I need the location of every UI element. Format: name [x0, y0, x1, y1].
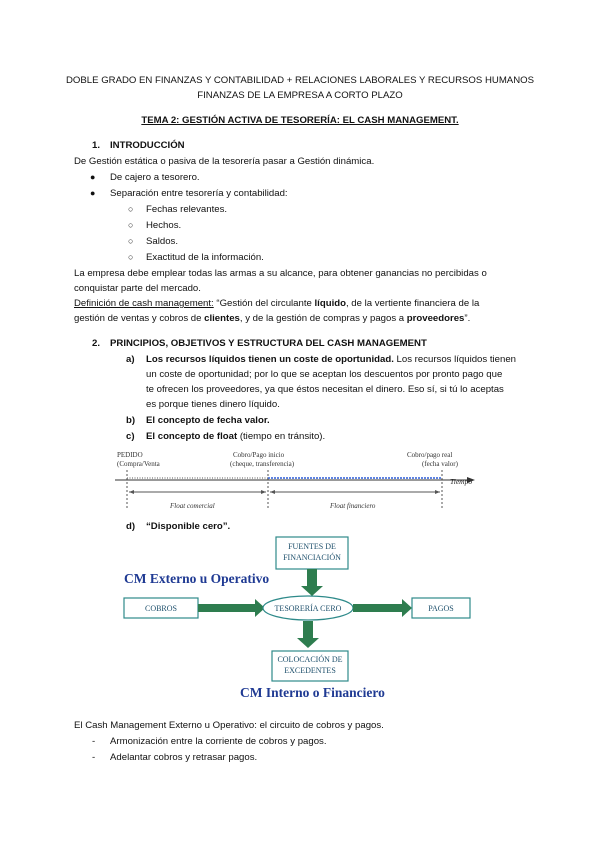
definition-line [74, 298, 479, 309]
item-a-line: un coste de oportunidad; por lo que se aceptan los descuentos por pronto pago que [146, 369, 503, 380]
definition-text: gestión de ventas y cobros de [74, 313, 205, 324]
definition-bold: líquido [314, 298, 346, 309]
doc-topic-title: TEMA 2: GESTIÓN ACTIVA DE TESORERÍA: EL CASH MANAGEMENT. [141, 115, 459, 126]
section1-number: 1. [92, 140, 101, 151]
timeline-tiempo-label: Tiempo [450, 477, 473, 486]
item-c-bold: El concepto de float [146, 431, 238, 442]
bullet-circle-icon: ○ [128, 220, 134, 230]
range-arrow-icon [129, 490, 134, 494]
arrow-shaft [307, 569, 317, 587]
section2-title: PRINCIPIOS, OBJETIVOS Y ESTRUCTURA DEL CASH MANAGEMENT [110, 338, 427, 349]
arrow-shaft [198, 604, 256, 612]
arrow-shaft [353, 604, 403, 612]
cobros-label: COBROS [144, 604, 178, 613]
item-b-label: b) [126, 415, 136, 426]
bullet-dot-icon: ● [90, 188, 96, 198]
dash-item: Armonización entre la corriente de cobros y pagos. [110, 736, 327, 747]
item-b-text: El concepto de fecha valor. [146, 415, 270, 426]
timeline-pedido-label: PEDIDO [117, 451, 143, 459]
doc-header-course: FINANZAS DE LA EMPRESA A CORTO PLAZO [197, 90, 403, 101]
sub-list-item: Hechos. [146, 220, 182, 231]
section2-number: 2. [92, 338, 101, 349]
item-a-label: a) [126, 354, 135, 365]
section1-intro: De Gestión estática o pasiva de la tesorería pasar a Gestión dinámica. [74, 156, 375, 167]
sub-list-item: Fechas relevantes. [146, 204, 228, 215]
dash-icon: - [92, 752, 96, 763]
item-c-line [146, 431, 325, 442]
definition-text: “Gestión del circulante [213, 298, 315, 309]
closing-line: El Cash Management Externo u Operativo: el circuito de cobros y pagos. [74, 720, 384, 731]
timeline-fecha-valor-label: (fecha valor) [422, 460, 458, 468]
arrow-right-icon [402, 599, 412, 617]
cm-externo-title: CM Externo u Operativo [124, 571, 270, 586]
item-a-text: Los recursos líquidos tienen [393, 354, 516, 365]
list-item: Separación entre tesorería y contabilidad: [110, 188, 288, 199]
item-a-line [146, 354, 516, 365]
fuentes-label: FUENTES DE [288, 542, 336, 551]
definition-bold: proveedores [406, 313, 465, 324]
range-arrow-icon [270, 490, 275, 494]
bullet-circle-icon: ○ [128, 252, 134, 262]
cash-management-diagram [120, 535, 490, 705]
dash-icon: - [92, 736, 96, 747]
item-c-label: c) [126, 431, 135, 442]
float-timeline-diagram [115, 448, 480, 516]
range-arrow-icon [435, 490, 440, 494]
colocacion-label: COLOCACIÓN DE [277, 655, 343, 664]
definition-text: ”. [464, 313, 471, 324]
fuentes-label: FINANCIACIÓN [283, 553, 341, 562]
cm-interno-title: CM Interno o Financiero [240, 685, 385, 700]
bullet-dot-icon: ● [90, 172, 96, 182]
section1-title: INTRODUCCIÓN [110, 140, 185, 151]
sub-list-item: Exactitud de la información. [146, 252, 264, 263]
timeline-compraventa-label: (Compra/Venta [117, 460, 160, 468]
dash-item: Adelantar cobros y retrasar pagos. [110, 752, 258, 763]
item-a-line: es porque tienes dinero líquido. [146, 399, 280, 410]
sub-list-item: Saldos. [146, 236, 178, 247]
range-arrow-icon [261, 490, 266, 494]
definition-text: , de la vertiente financiera de la [345, 298, 480, 309]
item-d-label: d) [126, 521, 136, 532]
item-d-text: “Disponible cero”. [146, 521, 231, 532]
item-a-line: te ofrecen los proveedores, ya que éstos necesitan el dinero. Eso sí, si tú lo aceptas [146, 384, 504, 395]
definition-label: Definición de cash management: [74, 298, 214, 309]
item-c-text: (tiempo en tránsito). [237, 431, 326, 442]
doc-header-degree: DOBLE GRADO EN FINANZAS Y CONTABILIDAD + RELACIONES LABORALES Y RECURSOS HUMANOS [66, 75, 534, 86]
arrow-down-icon [301, 586, 323, 596]
definition-bold: clientes [204, 313, 240, 324]
list-item: De cajero a tesorero. [110, 172, 200, 183]
arrow-shaft [303, 621, 313, 639]
bullet-circle-icon: ○ [128, 204, 134, 214]
float-comercial-label: Float comercial [170, 502, 215, 510]
item-a-bold: Los recursos líquidos tienen un coste de oportunidad. [146, 354, 394, 365]
float-financiero-label: Float financiero [330, 502, 376, 510]
timeline-cheque-label: (cheque, transferencia) [230, 460, 295, 468]
paragraph-line: La empresa debe emplear todas las armas a su alcance, para obtener ganancias no percibidas o [74, 268, 487, 279]
bullet-circle-icon: ○ [128, 236, 134, 246]
pagos-label: PAGOS [428, 604, 454, 613]
definition-text: , y de la gestión de compras y pagos a [239, 313, 407, 324]
arrow-down-icon [297, 638, 319, 648]
timeline-cobro-real-label: Cobro/pago real [407, 451, 453, 459]
definition-line [74, 313, 470, 324]
paragraph-line: conquistar parte del mercado. [74, 283, 201, 294]
colocacion-label: EXCEDENTES [284, 666, 336, 675]
timeline-cobro-inicio-label: Cobro/Pago inicio [233, 451, 285, 459]
tesoreria-label: TESORERÍA CERO [274, 604, 342, 613]
